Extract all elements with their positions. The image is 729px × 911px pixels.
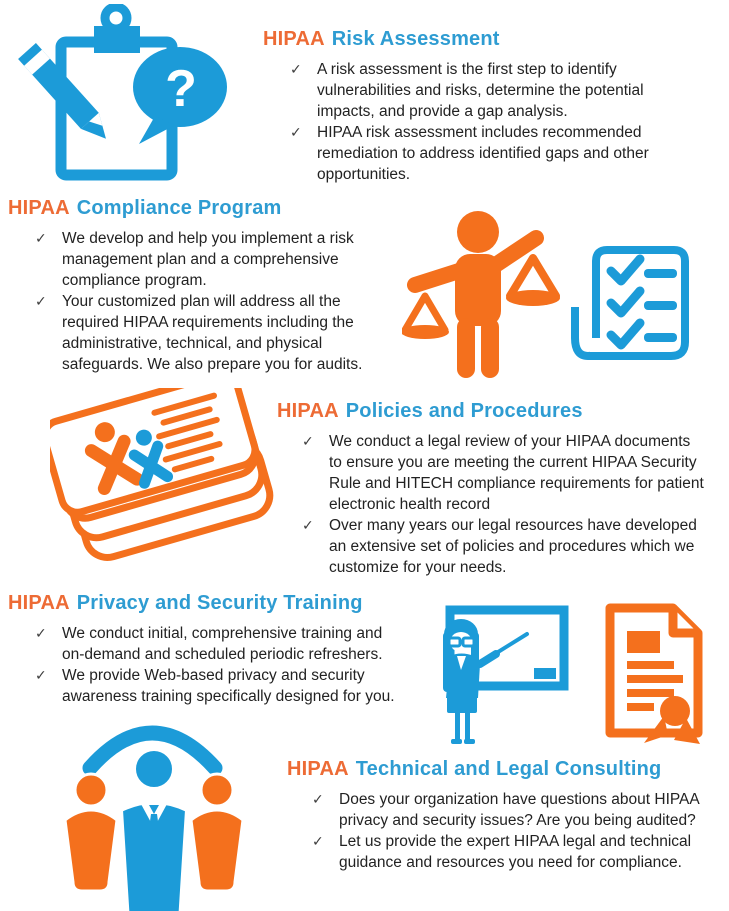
bullet-text: HIPAA risk assessment includes recommended remediation to address identified gaps and other opportunities. — [317, 124, 649, 183]
bullet-text: Does your organization have questions about HIPAA privacy and security issues? Are you being audited? — [339, 791, 699, 829]
bullet-item — [35, 665, 397, 707]
check-mark: ✓ — [302, 517, 314, 533]
title-hipaa: HIPAA — [277, 400, 339, 422]
bullet-text: Let us provide the expert HIPAA legal and technical guidance and resources you need for compliance. — [339, 833, 692, 871]
bullet-text: We conduct initial, comprehensive training and on-demand and scheduled periodic refreshers. — [62, 625, 383, 663]
bullet-list — [312, 789, 714, 873]
clipboard-pencil-question-icon — [15, 4, 247, 188]
title-hipaa: HIPAA — [263, 28, 325, 50]
section-title — [263, 28, 663, 51]
title-rest: Risk Assessment — [331, 28, 500, 50]
team-leader-center — [121, 749, 187, 911]
title-rest: Technical and Legal Consulting — [355, 758, 662, 780]
section-training-icon-area-2 — [602, 600, 714, 745]
bullet-list — [302, 431, 704, 578]
team-group-icon — [28, 722, 290, 911]
teacher-whiteboard-icon — [430, 598, 572, 750]
bullet-list — [35, 228, 367, 375]
team-member-right — [191, 774, 243, 891]
title-rest: Policies and Procedures — [345, 400, 583, 422]
bullet-item — [35, 291, 367, 375]
bullet-item — [290, 59, 662, 122]
check-mark: ✓ — [35, 625, 47, 641]
team-member-left — [65, 774, 117, 891]
section-title — [277, 400, 717, 423]
clipboard-clip-ring — [105, 7, 127, 29]
title-rest: Privacy and Security Training — [76, 592, 363, 614]
check-mark: ✓ — [302, 433, 314, 449]
section-risk-assessment — [263, 28, 663, 185]
check-mark: ✓ — [312, 833, 324, 849]
section-title — [8, 197, 428, 220]
bullet-item — [302, 431, 704, 515]
check-mark: ✓ — [290, 61, 302, 77]
bullet-text: Your customized plan will address all the required HIPAA requirements including the administrative, technical, and physical safeguards. We also prepare you for audits. — [62, 293, 363, 373]
bullet-text: We provide Web-based privacy and security awareness training specifically designed for you. — [62, 667, 395, 705]
checklist-document-icon — [565, 243, 693, 363]
bullet-text: Over many years our legal resources have developed an extensive set of policies and procedures which we customize for your needs. — [329, 517, 697, 576]
section-compliance-program — [8, 197, 428, 375]
bullet-list — [35, 623, 397, 707]
bullet-item — [312, 789, 714, 831]
scale-left — [402, 296, 449, 339]
section-policies-icon-area — [50, 388, 295, 568]
bullet-text: A risk assessment is the first step to identify vulnerabilities and risks, determine the potential impacts, and provide a gap analysis. — [317, 61, 644, 120]
section-compliance-icon-area-2 — [565, 243, 693, 363]
bullet-item — [302, 515, 704, 578]
section-policies-procedures — [277, 400, 717, 578]
title-hipaa: HIPAA — [8, 197, 70, 219]
section-consulting-icon-area — [28, 722, 290, 911]
certificate-ribbon-icon — [602, 600, 714, 745]
bullet-item — [35, 623, 397, 665]
document-stack-icon — [50, 388, 295, 568]
bullet-item — [35, 228, 367, 291]
check-mark: ✓ — [290, 124, 302, 140]
title-rest: Compliance Program — [76, 197, 282, 219]
section-privacy-training — [8, 592, 428, 707]
title-hipaa: HIPAA — [8, 592, 70, 614]
teacher-figure — [443, 619, 480, 744]
person-with-scales-icon — [402, 208, 560, 378]
bullet-list — [290, 59, 662, 185]
section-title — [287, 758, 727, 781]
title-hipaa: HIPAA — [287, 758, 349, 780]
check-mark: ✓ — [312, 791, 324, 807]
check-mark: ✓ — [35, 667, 47, 683]
section-technical-legal-consulting — [287, 758, 727, 873]
bullet-item — [290, 122, 662, 185]
bullet-text: We conduct a legal review of your HIPAA documents to ensure you are meeting the current HIPAA Security Rule and HITECH compliance requirements for patient electronic health record — [329, 433, 704, 513]
check-mark: ✓ — [35, 293, 47, 309]
check-mark: ✓ — [35, 230, 47, 246]
question-mark-glyph: ? — [165, 60, 197, 118]
section-risk-assessment-icon-area — [15, 4, 247, 188]
bullet-item — [312, 831, 714, 873]
section-compliance-icon-area — [402, 208, 560, 378]
section-title — [8, 592, 428, 615]
scale-right — [506, 258, 560, 306]
section-training-icon-area — [430, 598, 572, 750]
bullet-text: We develop and help you implement a risk management plan and a comprehensive compliance program. — [62, 230, 354, 289]
